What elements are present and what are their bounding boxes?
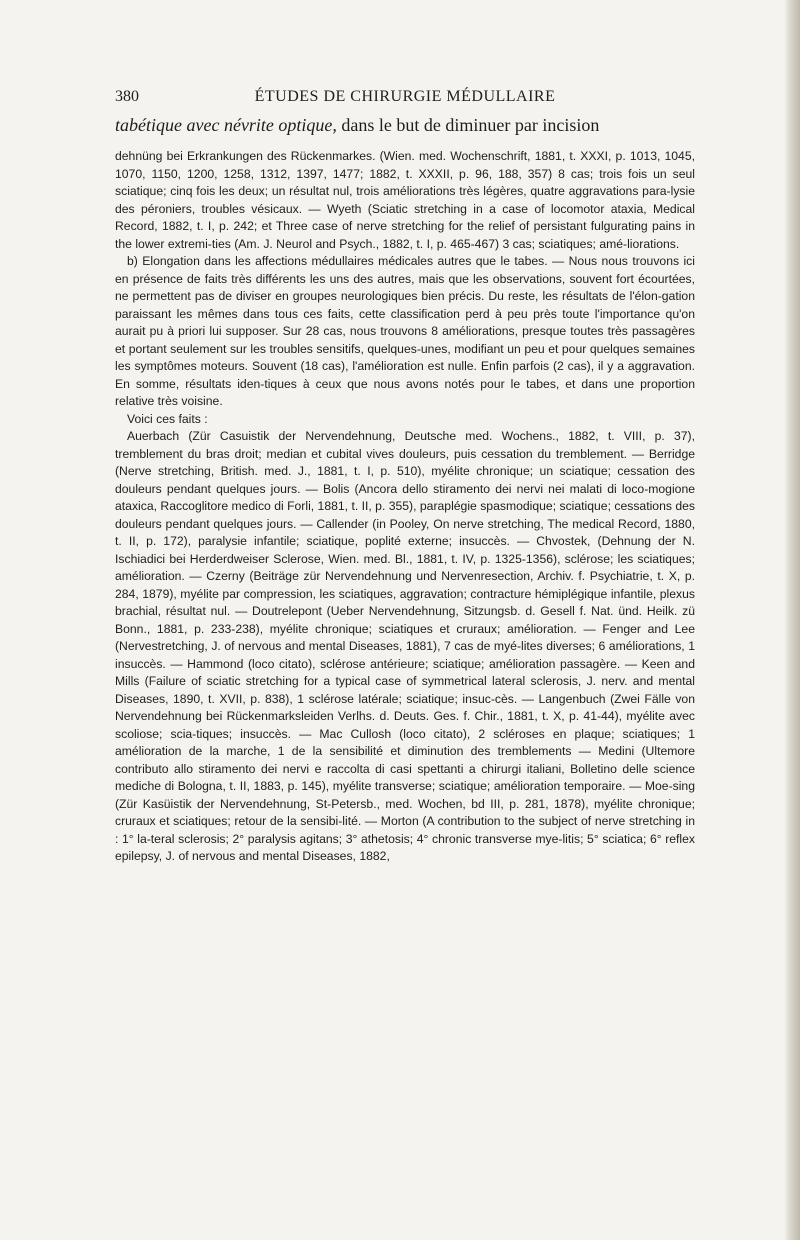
- paragraph-1: dehnüng bei Erkrankungen des Rückenmarkes. (Wien. med. Wochenschrift, 1881, t. XXXI, p. 1013, 1045, 1070, 1150, 1200, 1258, 1312, 1397, 1477; 1882, t. XXXII, p. 96, 188, 357) 8 cas; trois fois un seul sciatique; cinq fois les deux; un résultat nul, trois améliorations très légères, quatre aggravations para-lysie des péroniers, troubles vésicaux. — Wyeth (Sciatic stretching in a case of locomotor ataxia, Medical Record, 1882, t. I, p. 242; et Three case of nerve stretching for the relief of persistant fulgurating pains in the lower extremi-ties (Am. J. Neurol and Psych., 1882, t. I, p. 465-467) 3 cas; sciatiques; amé-liorations.: [115, 149, 695, 251]
- paragraph-4: Auerbach (Zür Casuistik der Nervendehnung, Deutsche med. Wochens., 1882, t. VIII, p. 37), tremblement du bras droit; median et cubital vives douleurs, puis cessation du tremblement. — Berridge (Nerve stretching, British. med. J., 1881, t. I, p. 510), myélite chronique; un sciatique; cessation des douleurs pendant quelques jours. — Bolis (Ancora dello stiramento dei nervi nei malati di loco-mogione ataxica, Raccoglitore medico di Forli, 1881, t. II, p. 355), paraplégie spasmodique; sciatique; cessations des douleurs pendant quelques jours. — Callender (in Pooley, On nerve stretching, The medical Record, 1880, t. II, p. 172), paralysie infantile; sciatique, poplité externe; insuccès. — Chvostek, (Dehnung der N. Ischiadici bei Herderdweiser Sclerose, Wien. med. Bl., 1881, t. IV, p. 1325-1356), sclérose; les sciatiques; amélioration. — Czerny (Beiträge zür Nervendehnung und Nervenresection, Archiv. f. Psychiatrie, t. X, p. 284, 1879), myélite par compression, les sciatiques, aggravation; contracture hémiplégique infantile, plexus brachial, résultat nul. — Doutrelepont (Ueber Nervendehnung, Sitzungsb. d. Gesell f. Nat. ünd. Heilk. zü Bonn., 1881, p. 233-238), myélite chronique; sciatiques et cruraux; amélioration. — Fenger and Lee (Nervestretching, J. of nervous and mental Diseases, 1881), 7 cas de myé-lites diverses; 6 améliorations, 1 insuccès. — Hammond (loco citato), sclérose antérieure; sciatique; amélioration passagère. — Keen and Mills (Failure of sciatic stretching for a typical case of symmetrical lateral sclerosis, J. nerv. and mental Diseases, 1890, t. XVII, p. 838), 1 sclérose latérale; sciatique; insuc-cès. — Langenbuch (Zwei Fälle von Nervendehnung bei Rückenmarksleiden Verlhs. d. Deuts. Ges. f. Chir., 1881, t. X, p. 41-44), myélite avec scoliose; scia-tiques; insuccès. — Mac Cullosh (loco citato), 2 scléroses en plaque; sciatiques; 1 amélioration de la marche, 1 de la sensibilité et diminution des tremblements — Medini (Ultemore contributo allo stiramento dei nervi e raccolta di casi spettanti a chirurgi italiani, Bolletino delle science mediche di Bologna, t. II, 1883, p. 145), myélite transverse; sciatique; amélioration temporaire. — Moe-sing (Zür Kasüistik der Nervendehnung, St-Petersb., med. Wochen, bd III, p. 281, 1878), myélite chronique; cruraux et sciatiques; retour de la sensibi-lité. — Morton (A contribution to the subject of nerve stretching in : 1° la-teral sclerosis; 2° paralysis agitans; 3° athetosis; 4° chronic transverse mye-litis; 5° sciatica; 6° reflex epilepsy, J. of nervous and mental Diseases, 1882,: [115, 429, 695, 863]
- running-head: ÉTUDES DE CHIRURGIE MÉDULLAIRE: [254, 88, 556, 105]
- page-number: 380: [115, 88, 139, 105]
- page-header: [115, 88, 695, 108]
- lead-line: [115, 112, 695, 138]
- lead-italic: tabétique avec névrite optique,: [115, 115, 337, 135]
- paragraph-2: b) Elongation dans les affections médullaires médicales autres que le tabes. — Nous nous trouvons ici en présence de faits très différents les uns des autres, mais que les observations, souvent fort écourtées, ne permettent pas de diviser en groupes neurologiques bien précis. Du reste, les résultats de l'élon-gation paraissant les mêmes dans tous ces faits, cette classification perd à peu près toute l'importance qu'on aurait pu à priori lui supposer. Sur 28 cas, nous trouvons 8 améliorations, presque toutes très passagères et portant seulement sur les troubles sensitifs, quelques-unes, modifiant un peu et pour quelques semaines les symptômes moteurs. Souvent (18 cas), l'amélioration est nulle. Enfin parfois (2 cas), il y a aggravation. En somme, résultats iden-tiques à ceux que nous avons notés pour le tabes, et dans une proportion relative très voisine.: [115, 254, 695, 408]
- body-text: [115, 112, 695, 866]
- lead-rest: dans le but de diminuer par incision: [336, 115, 600, 135]
- page-edge: [784, 0, 800, 1240]
- paragraph-3: Voici ces faits :: [127, 411, 208, 426]
